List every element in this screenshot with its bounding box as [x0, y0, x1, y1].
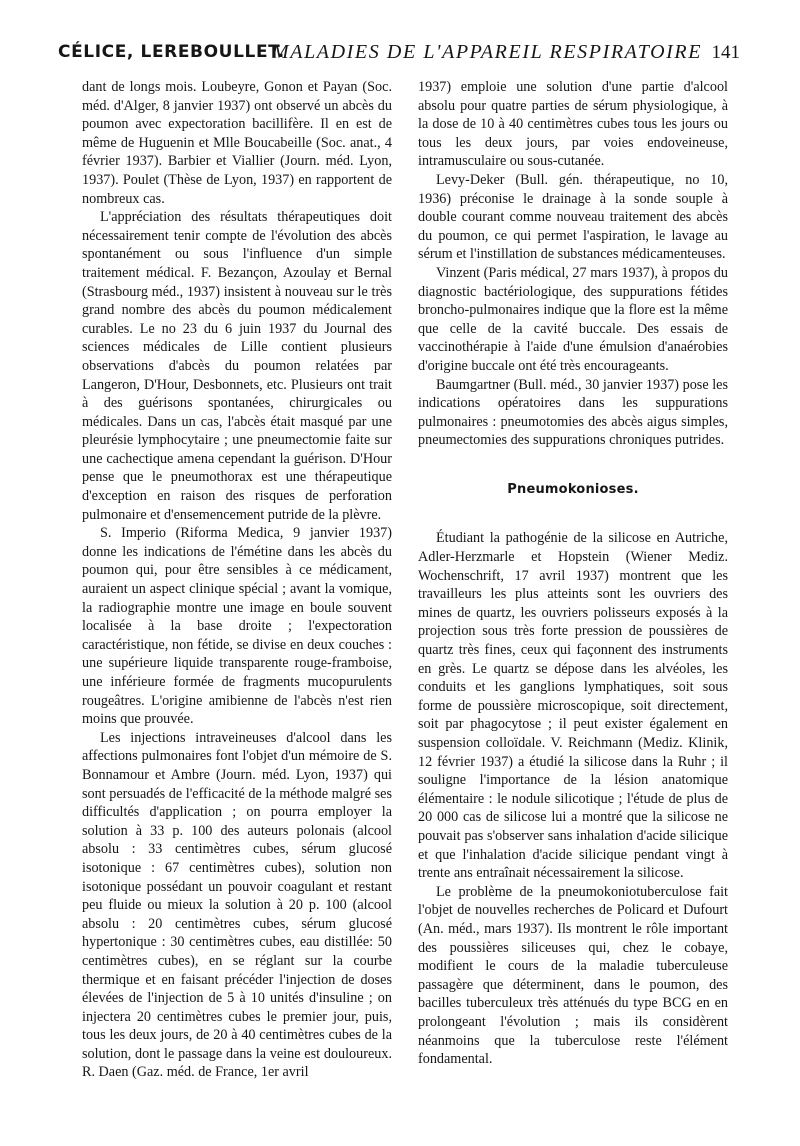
- right-column: [418, 78, 728, 1069]
- paragraph: Baumgartner (Bull. méd., 30 janvier 1937) pose les indications opératoires dans les suppurations pulmonaires : pneumotomies des abcès aigus simples, pneumectomies des suppurations chroniques putrides.: [418, 376, 728, 449]
- paragraph: Vinzent (Paris médical, 27 mars 1937), à propos du diagnostic bactériologique, des suppurations fétides broncho-pulmonaires indique que la flore est la même que celle de la cavité buccale. Des essais de vaccinothérapie à l'aide d'une émulsion d'anaérobies d'origine buccale ont été très encourageants.: [418, 264, 728, 374]
- header-authors: CÉLICE, LEREBOULLET.: [58, 42, 285, 62]
- paragraph: L'appréciation des résultats thérapeutiques doit nécessairement tenir compte de l'évolution des abcès spontanément ou sous l'influence d'un simple traitement médical. F. Bezançon, Azoulay et Bernal (Strasbourg méd., 1937) insistent à nouveau sur le très grand nombre des abcès du poumon médicalement curables. Le no 23 du 6 juin 1937 du Journal des sciences médicales de Lille contient plusieurs observations d'abcès du poumon relatées par Langeron, D'Hour, Desbonnets, etc. Plusieurs ont trait à des guérisons spontanées, chirurgicales ou médicales. Dans un cas, l'abcès était masqué par une pleurésie lymphocytaire ; une pneumectomie faite sur une cachectique amena cependant la guérison. D'Hour pense que le pneumothorax est une thérapeutique d'exception en raison des risques de perforation pulmonaire et d'ensemencement putride de la plèvre.: [82, 209, 392, 523]
- page-number: 141: [711, 42, 740, 63]
- paragraph: S. Imperio (Riforma Medica, 9 janvier 1937) donne les indications de l'émétine dans les abcès du poumon qui, pour être sensibles à ce médicament, auraient un aspect clinique spécial ; avant la vomique, la radiographie montre une image en boule souvent localisée à la base droite ; l'expectoration caractéristique, non fétide, se divise en deux couches : une supérieure liquide transparente rouge-framboise, une inférieure formée de fragments mucopurulents rougeâtres. L'origine amibienne de l'abcès n'est rien moins que prouvée.: [82, 525, 392, 728]
- paragraph: Les injections intraveineuses d'alcool dans les affections pulmonaires font l'objet d'un mémoire de S. Bonnamour et Ambre (Journ. méd. Lyon, 1937) qui sont persuadés de l'efficacité de la méthode malgré ses difficultés d'application ; on pourra employer la solution à 33 p. 100 des auteurs polonais (alcool absolu : 33 centimètres cubes, sérum glucosé isotonique : 67 centimètres cubes), solution non isotonique possédant un pouvoir coagulant et restant peu fluide ou mieux la solution à 20 p. 100 (alcool absolu : 20 centimètres cubes, sérum glucosé hypertonique : 30 centimètres cubes, eau distillée: 50 centimètres cubes), en se réglant sur la courbe thermique et en faisant précéder l'injection de doses élevées de l'injection de 5 à 10 unités d'insuline ; on injectera 20 centimètres cubes le premier jour, puis, tous les deux jours, de 20 à 40 centimètres cubes de la solution, dont le passage dans la veine est douloureux. R. Daen (Gaz. méd. de France, 1er avril: [82, 729, 392, 1081]
- paragraph: dant de longs mois. Loubeyre, Gonon et Payan (Soc. méd. d'Alger, 8 janvier 1937) ont observé un abcès du poumon avec expectoration bacillifère. Il en est de même de Huguenin et Mlle Boucabeille (Soc. anat., 4 février 1937). Barbier et Viallier (Journ. méd. Lyon, 1937). Poulet (Thèse de Lyon, 1937) en rapportent de nombreux cas.: [82, 79, 392, 207]
- paragraph: Étudiant la pathogénie de la silicose en Autriche, Adler-Herzmarle et Hopstein (Wiener Mediz. Wochenschrift, 17 avril 1937) montrent que les travailleurs les plus atteints sont les ouvriers des mines de quartz, les ouvriers polisseurs exposés à la projection sous très forte pression de poussières de quartz très fines, ceux qui façonnent des instruments en grès. Le quartz se dépose dans les alvéoles, les conduits et les ganglions lymphatiques, soit sous forme de poussière microscopique, soit directement, soit par phagocytose ; il peut exister également en suspension colloïdale. V. Reichmann (Mediz. Klinik, 12 février 1937) a étudié la silicose dans la Ruhr ; il souligne l'importance de la lésion anatomique élémentaire : le nodule silicotique ; l'étude de plus de 20 000 cas de silicose lui a montré que la silicose ne pouvait pas s'observer sans inhalation d'acide silicique et que l'inhalation d'acide silicique pendant vingt à trente ans entraînait nécessairement la silicose.: [418, 530, 728, 882]
- section-heading: Pneumokonioses.: [507, 481, 639, 497]
- header-title: MALADIES DE L'APPAREIL RESPIRATOIRE: [272, 41, 703, 63]
- paragraph: Levy-Deker (Bull. gén. thérapeutique, no 10, 1936) préconise le drainage à la sonde souple à double courant comme nouveau traitement des abcès du poumon, ce qui permet l'aspiration, le lavage au sérum et l'instillation de substances médicamenteuses.: [418, 171, 728, 263]
- paragraph: 1937) emploie une solution d'une partie d'alcool absolu pour quatre parties de sérum physiologique, à la dose de 10 à 40 centimètres cubes tous les jours ou tous les deux jours, par voies endoveineuse, intramusculaire ou sous-cutanée.: [418, 79, 728, 170]
- running-header: [40, 42, 740, 76]
- left-column: [82, 78, 392, 1082]
- paragraph: Le problème de la pneumokoniotuberculose fait l'objet de nouvelles recherches de Policard et Dufourt (An. méd., mars 1937). Ils montrent le rôle important des poussières siliceuses qui, chez le cobaye, modifient le cours de la maladie tuberculeuse passagère que déterminent, dans le poumon, des bacilles tuberculeux très atténués du type BCG en en prolongeant l'évolution ; mais ils considèrent néanmoins que la tuberculose reste l'élément fondamental.: [418, 883, 728, 1068]
